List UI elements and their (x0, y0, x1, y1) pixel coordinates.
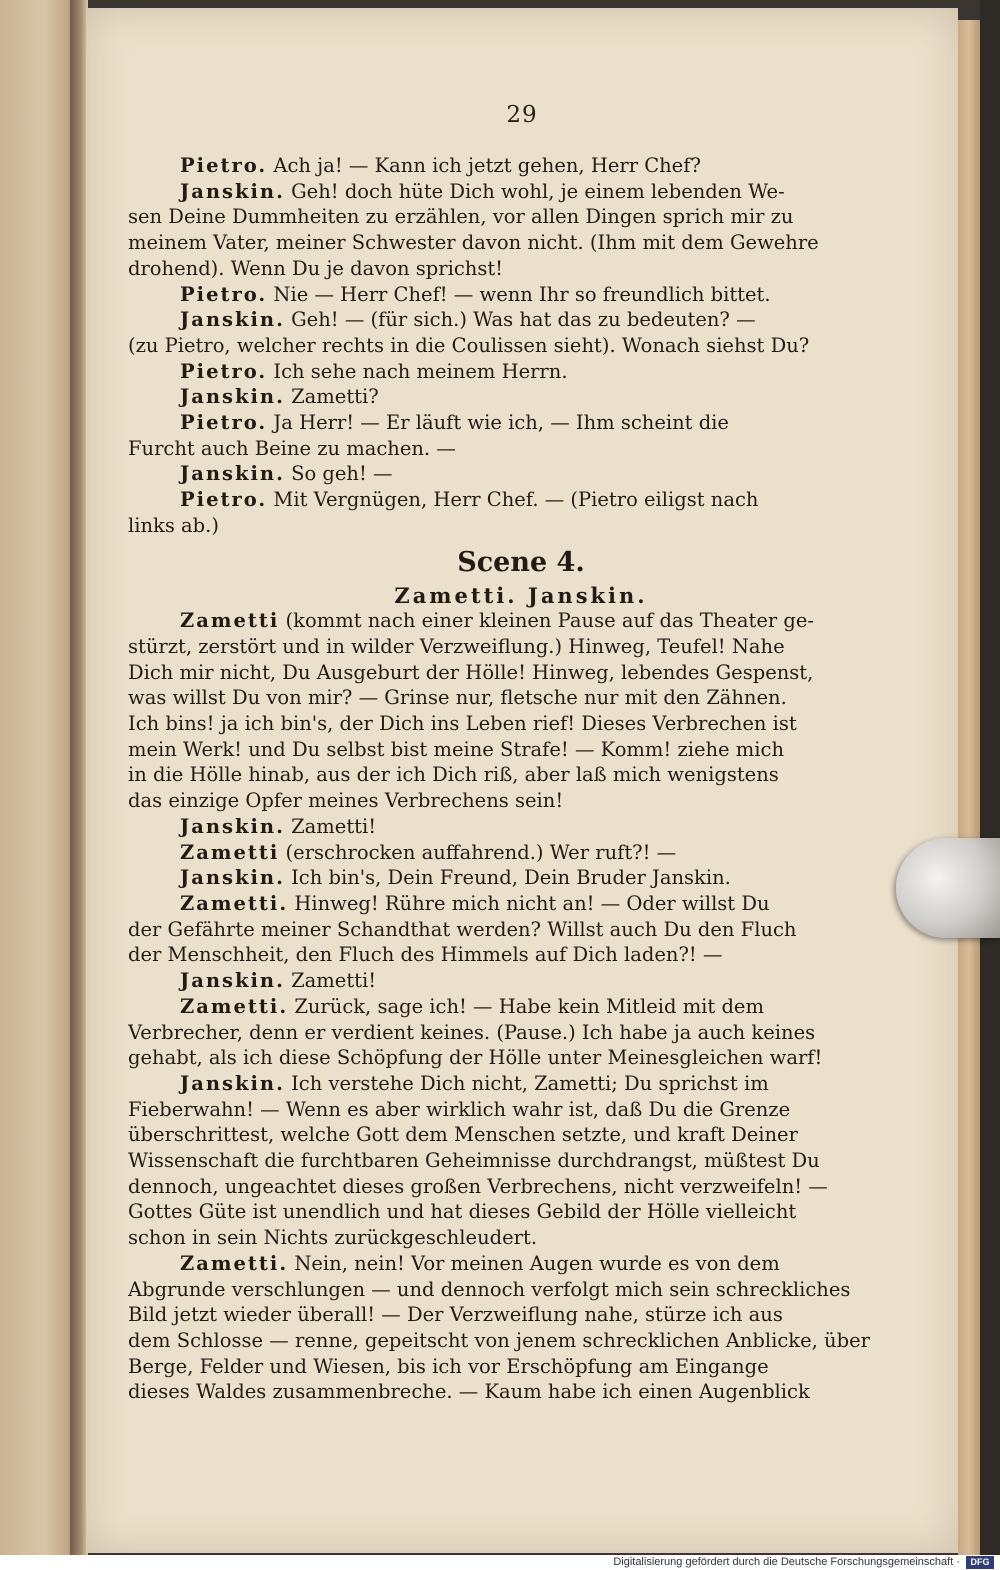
text-line (128, 608, 914, 634)
text-line (128, 333, 914, 359)
line-text: Ich bins! ja ich bin's, der Dich ins Leben rief! Dieses Verbrechen ist (128, 712, 797, 736)
line-text: Berge, Felder und Wiesen, bis ich vor Erschöpfung am Eingange (128, 1354, 769, 1378)
text-line (128, 410, 914, 436)
speaker-name: Pietro. (180, 411, 268, 435)
text-line (128, 762, 914, 788)
speaker-name: Janskin. (180, 866, 285, 890)
speaker-name: Zametti. (180, 994, 289, 1018)
text-line (128, 230, 914, 256)
line-text: Nein, nein! Vor meinen Augen wurde es von dem (294, 1251, 780, 1275)
text-line (128, 1225, 914, 1251)
line-text: So geh! — (291, 462, 393, 486)
line-text: gehabt, als ich diese Schöpfung der Hölle unter Meinesgleichen warf! (128, 1046, 823, 1070)
scene-cast: Zametti. Janskin. (394, 582, 648, 608)
text-line (128, 1097, 914, 1123)
footer-credit: Digitalisierung gefördert durch die Deutsche Forschungsgemeinschaft · (613, 1556, 960, 1568)
line-text: (kommt nach einer kleinen Pause auf das Theater ge- (285, 609, 814, 633)
text-line (128, 1328, 914, 1354)
text-line (128, 737, 914, 763)
text-line (128, 840, 914, 866)
speaker-name: Zametti. (180, 891, 289, 915)
text-line (128, 1277, 914, 1303)
background-edge (980, 0, 1000, 1570)
text-line (128, 436, 914, 462)
text-line (128, 1199, 914, 1225)
text-line (128, 1174, 914, 1200)
text-line (128, 384, 914, 410)
line-text: dieses Waldes zusammenbreche. — Kaum habe ich einen Augenblick (128, 1380, 810, 1404)
line-text: Dich mir nicht, Du Ausgeburt der Hölle! Hinweg, lebendes Gespenst, (128, 660, 814, 684)
line-text: Verbrecher, denn er verdient keines. (Pause.) Ich habe ja auch keines (128, 1020, 816, 1044)
speaker-name: Janskin. (180, 308, 285, 332)
line-text: drohend). Wenn Du je davon sprichst! (128, 256, 504, 280)
speaker-name: Pietro. (180, 282, 268, 306)
text-line (128, 256, 914, 282)
line-text: schon in sein Nichts zurückgeschleudert. (128, 1226, 538, 1250)
text-line (128, 1302, 914, 1328)
line-text: Geh! doch hüte Dich wohl, je einem lebenden We- (291, 179, 785, 203)
line-text: Geh! — (für sich.) Was hat das zu bedeuten? — (291, 308, 756, 332)
text-line (128, 660, 914, 686)
text-line (128, 359, 914, 385)
line-text: Mit Vergnügen, Herr Chef. — (Pietro eiligst nach (273, 488, 759, 512)
line-text: Ich bin's, Dein Freund, Dein Bruder Janskin. (291, 866, 731, 890)
text-line (128, 1122, 914, 1148)
book-page (86, 8, 958, 1553)
line-text: stürzt, zerstört und in wilder Verzweiflung.) Hinweg, Teufel! Nahe (128, 634, 785, 658)
line-text: Ja Herr! — Er läuft wie ich, — Ihm scheint die (273, 411, 729, 435)
text-line (128, 153, 914, 179)
line-text: Ach ja! — Kann ich jetzt gehen, Herr Chef? (273, 154, 701, 177)
text-line (128, 788, 914, 814)
left-page-edge (0, 0, 80, 1555)
line-text: Zurück, sage ich! — Habe kein Mitleid mit dem (294, 994, 764, 1018)
line-text: Gottes Güte ist unendlich und hat dieses Gebild der Hölle vielleicht (128, 1200, 797, 1224)
page-clip (896, 838, 1000, 938)
text-line (128, 179, 914, 205)
text-line (128, 711, 914, 737)
dialogue-before-scene (128, 153, 914, 539)
text-line (128, 1379, 914, 1405)
text-line (128, 1020, 914, 1046)
line-text: mein Werk! und Du selbst bist meine Strafe! — Komm! ziehe mich (128, 737, 785, 761)
line-text: Wissenschaft die furchtbaren Geheimnisse durchdrangst, müßtest Du (128, 1149, 820, 1173)
text-line (128, 487, 914, 513)
line-text: (zu Pietro, welcher rechts in die Coulissen sieht). Wonach siehst Du? (128, 333, 810, 357)
text-line (128, 634, 914, 660)
text-line (128, 1045, 914, 1071)
text-line (128, 1148, 914, 1174)
speaker-name: Janskin. (180, 385, 285, 409)
speaker-name: Pietro. (180, 359, 268, 383)
page-number: 29 (506, 102, 538, 128)
line-text: Furcht auch Beine zu machen. — (128, 436, 456, 460)
line-text: dennoch, ungeachtet dieses großen Verbrechens, nicht verzweifeln! — (128, 1174, 828, 1198)
text-line (128, 1354, 914, 1380)
line-text: Fieberwahn! — Wenn es aber wirklich wahr ist, daß Du die Grenze (128, 1097, 791, 1121)
line-text: Hinweg! Rühre mich nicht an! — Oder willst Du (294, 891, 770, 915)
speaker-name: Pietro. (180, 488, 268, 512)
text-line (128, 942, 914, 968)
footer-bar (0, 1555, 1000, 1570)
speaker-name: Pietro. (180, 154, 268, 177)
text-line (128, 282, 914, 308)
text-line (128, 814, 914, 840)
speaker-name: Zametti. (180, 1251, 289, 1275)
line-text: links ab.) (128, 513, 219, 537)
speaker-name: Zametti (180, 840, 280, 864)
text-line (128, 994, 914, 1020)
speaker-name: Janskin. (180, 179, 285, 203)
line-text: sen Deine Dummheiten zu erzählen, vor allen Dingen sprich mir zu (128, 205, 794, 229)
text-line (128, 917, 914, 943)
line-text: dem Schlosse — renne, gepeitscht von jenem schrecklichen Anblicke, über (128, 1328, 870, 1352)
line-text: Ich verstehe Dich nicht, Zametti; Du sprichst im (291, 1071, 769, 1095)
line-text: das einzige Opfer meines Verbrechens sein! (128, 789, 564, 813)
speaker-name: Janskin. (180, 814, 285, 838)
text-line (128, 513, 914, 539)
line-text: Zametti! (291, 814, 377, 838)
scene-heading: Scene 4. (457, 546, 585, 578)
speaker-name: Janskin. (180, 1071, 285, 1095)
text-line (128, 891, 914, 917)
text-line (128, 865, 914, 891)
line-text: Zametti? (291, 385, 379, 409)
line-text: Zametti! (291, 969, 377, 993)
line-text: der Gefährte meiner Schandthat werden? Willst auch Du den Fluch (128, 917, 797, 941)
speaker-name: Janskin. (180, 969, 285, 993)
line-text: überschrittest, welche Gott dem Menschen setzte, und kraft Deiner (128, 1123, 798, 1147)
text-line (128, 204, 914, 230)
dialogue-scene-4 (128, 608, 914, 1405)
text-line (128, 1251, 914, 1277)
text-line (128, 1071, 914, 1097)
line-text: Abgrunde verschlungen — und dennoch verfolgt mich sein schreckliches (128, 1277, 851, 1301)
page-stack-edge (958, 20, 980, 1555)
dfg-logo: DFG (966, 1556, 994, 1569)
line-text: was willst Du von mir? — Grinse nur, fletsche nur mit den Zähnen. (128, 686, 787, 710)
line-text: meinem Vater, meiner Schwester davon nicht. (Ihm mit dem Gewehre (128, 231, 819, 255)
text-line (128, 461, 914, 487)
text-line (128, 968, 914, 994)
text-line (128, 307, 914, 333)
speaker-name: Zametti (180, 609, 280, 633)
line-text: Nie — Herr Chef! — wenn Ihr so freundlich bittet. (273, 282, 771, 306)
line-text: Ich sehe nach meinem Herrn. (273, 359, 568, 383)
line-text: (erschrocken auffahrend.) Wer ruft?! — (285, 840, 677, 864)
line-text: der Menschheit, den Fluch des Himmels auf Dich laden?! — (128, 943, 723, 967)
page-text (128, 153, 914, 1405)
line-text: Bild jetzt wieder überall! — Der Verzweiflung nahe, stürze ich aus (128, 1303, 783, 1327)
text-line (128, 685, 914, 711)
speaker-name: Janskin. (180, 462, 285, 486)
line-text: in die Hölle hinab, aus der ich Dich riß, aber laß mich wenigstens (128, 763, 779, 787)
